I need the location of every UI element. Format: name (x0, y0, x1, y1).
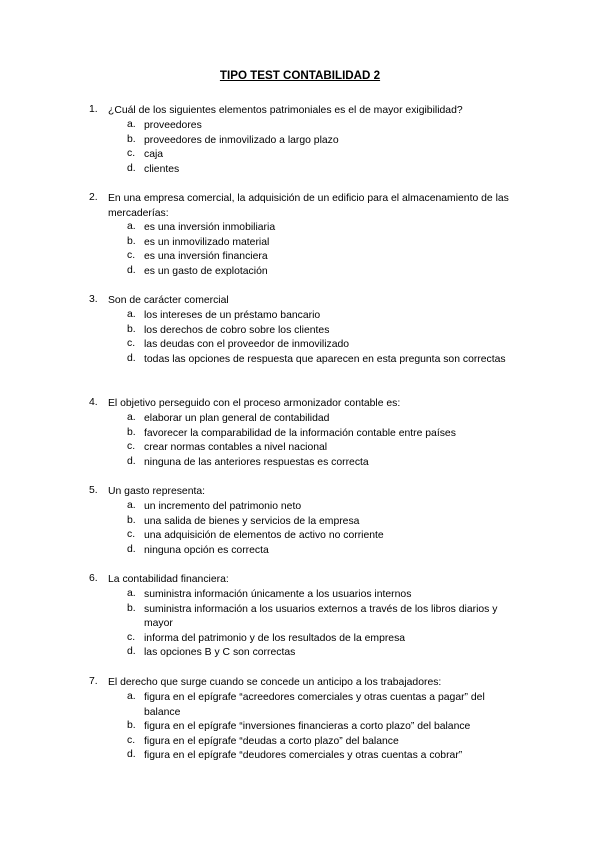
question-text: En una empresa comercial, la adquisición de un edificio para el almacenamiento de las mercaderías: (108, 193, 509, 219)
option-letter: d. (127, 455, 136, 467)
option-text: es una inversión financiera (144, 251, 268, 262)
option-list (0, 412, 600, 470)
option-text: suministra información a los usuarios externos a través de los libros diarios y mayor (144, 603, 498, 629)
option-letter: b. (127, 514, 136, 526)
question-number: 1. (89, 104, 98, 115)
option-text: un incremento del patrimonio neto (144, 501, 302, 512)
option-item (0, 119, 600, 134)
option-text: figura en el epígrafe “deudores comerciales y otras cuentas a cobrar” (144, 750, 463, 761)
question-number: 5. (89, 485, 98, 496)
option-text: las deudas con el proveedor de inmovilizado (144, 339, 350, 350)
option-text: proveedores de inmovilizado a largo plazo (144, 134, 339, 146)
option-text: figura en el epígrafe “inversiones financieras a corto plazo” del balance (144, 721, 471, 732)
option-letter: a. (127, 221, 136, 232)
option-letter: d. (127, 646, 136, 657)
option-text: una salida de bienes y servicios de la empresa (144, 515, 360, 527)
option-item (0, 353, 600, 382)
option-letter: c. (127, 734, 136, 746)
option-item (0, 324, 600, 339)
option-letter: a. (127, 412, 136, 423)
option-list (0, 119, 600, 177)
option-item (0, 529, 600, 544)
option-list (0, 309, 600, 382)
option-letter: c. (127, 148, 136, 159)
question-number: 3. (89, 294, 98, 305)
option-letter: c. (127, 441, 136, 452)
option-letter: b. (127, 426, 136, 438)
option-list (0, 500, 600, 558)
option-letter: c. (127, 338, 136, 349)
option-text: figura en el epígrafe “acreedores comerciales y otras cuentas a pagar” del balance (144, 692, 485, 718)
option-item (0, 309, 600, 324)
option-text: los intereses de un préstamo bancario (144, 310, 321, 321)
option-text: las opciones B y C son correctas (144, 647, 296, 658)
option-list (0, 588, 600, 661)
option-list (0, 691, 600, 764)
question-text: Un gasto representa: (108, 486, 206, 497)
option-text: todas las opciones de respuesta que aparecen en esta pregunta son correctas (144, 353, 506, 365)
option-letter: d. (127, 352, 136, 364)
option-item (0, 412, 600, 427)
option-letter: d. (127, 749, 136, 760)
option-letter: a. (127, 119, 136, 130)
option-item (0, 544, 600, 559)
option-letter: a. (127, 691, 136, 702)
option-text: informa del patrimonio y de los resultados de la empresa (144, 632, 406, 644)
option-letter: b. (127, 133, 136, 145)
option-item (0, 265, 600, 280)
option-text: favorecer la comparabilidad de la información contable entre países (144, 427, 456, 439)
question-number: 4. (89, 397, 98, 408)
option-item (0, 163, 600, 178)
option-item (0, 500, 600, 515)
option-item (0, 456, 600, 471)
option-text: es un gasto de explotación (144, 265, 268, 277)
option-text: clientes (144, 163, 180, 175)
question-text: El objetivo perseguido con el proceso armonizador contable es: (108, 398, 401, 409)
option-letter: b. (127, 720, 136, 731)
option-item (0, 632, 600, 647)
option-text: figura en el epígrafe “deudas a corto plazo” del balance (144, 735, 399, 747)
option-text: caja (144, 149, 164, 160)
option-text: proveedores (144, 120, 202, 131)
option-text: los derechos de cobro sobre los clientes (144, 324, 330, 336)
option-item (0, 250, 600, 265)
option-item (0, 148, 600, 163)
question-number: 2. (89, 192, 98, 203)
question-number: 6. (89, 573, 98, 584)
option-text: es una inversión inmobiliaria (144, 222, 276, 233)
option-item (0, 338, 600, 353)
option-text: ninguna opción es correcta (144, 544, 269, 556)
question-text: La contabilidad financiera: (108, 574, 229, 585)
option-item (0, 735, 600, 750)
option-item (0, 646, 600, 661)
option-item (0, 134, 600, 149)
question-text: El derecho que surge cuando se concede un anticipo a los trabajadores: (108, 677, 442, 688)
option-letter: c. (127, 529, 136, 540)
option-text: una adquisición de elementos de activo no corriente (144, 530, 384, 541)
option-text: suministra información únicamente a los usuarios internos (144, 589, 412, 600)
option-letter: d. (127, 543, 136, 555)
option-text: es un inmovilizado material (144, 236, 270, 248)
option-list (0, 221, 600, 279)
option-item (0, 749, 600, 764)
option-letter: b. (127, 602, 136, 614)
option-letter: a. (127, 588, 136, 599)
option-letter: c. (127, 250, 136, 261)
option-item (0, 588, 600, 603)
option-item (0, 720, 600, 735)
option-item (0, 603, 600, 632)
option-item (0, 441, 600, 456)
option-letter: a. (127, 309, 136, 320)
option-item (0, 236, 600, 251)
option-item (0, 221, 600, 236)
question-text: Son de carácter comercial (108, 295, 229, 306)
option-letter: a. (127, 500, 136, 511)
option-item (0, 691, 600, 720)
question-number: 7. (89, 676, 98, 687)
option-letter: d. (127, 264, 136, 276)
option-text: crear normas contables a nivel nacional (144, 442, 328, 453)
option-item (0, 515, 600, 530)
option-letter: c. (127, 631, 136, 643)
option-item (0, 427, 600, 442)
option-letter: b. (127, 323, 136, 335)
option-text: elaborar un plan general de contabilidad (144, 413, 330, 424)
document-title: TIPO TEST CONTABILIDAD 2 (219, 69, 381, 82)
option-letter: d. (127, 162, 136, 174)
option-letter: b. (127, 235, 136, 247)
question-text: ¿Cuál de los siguientes elementos patrimoniales es el de mayor exigibilidad? (108, 105, 463, 116)
option-text: ninguna de las anteriores respuestas es correcta (144, 456, 369, 468)
